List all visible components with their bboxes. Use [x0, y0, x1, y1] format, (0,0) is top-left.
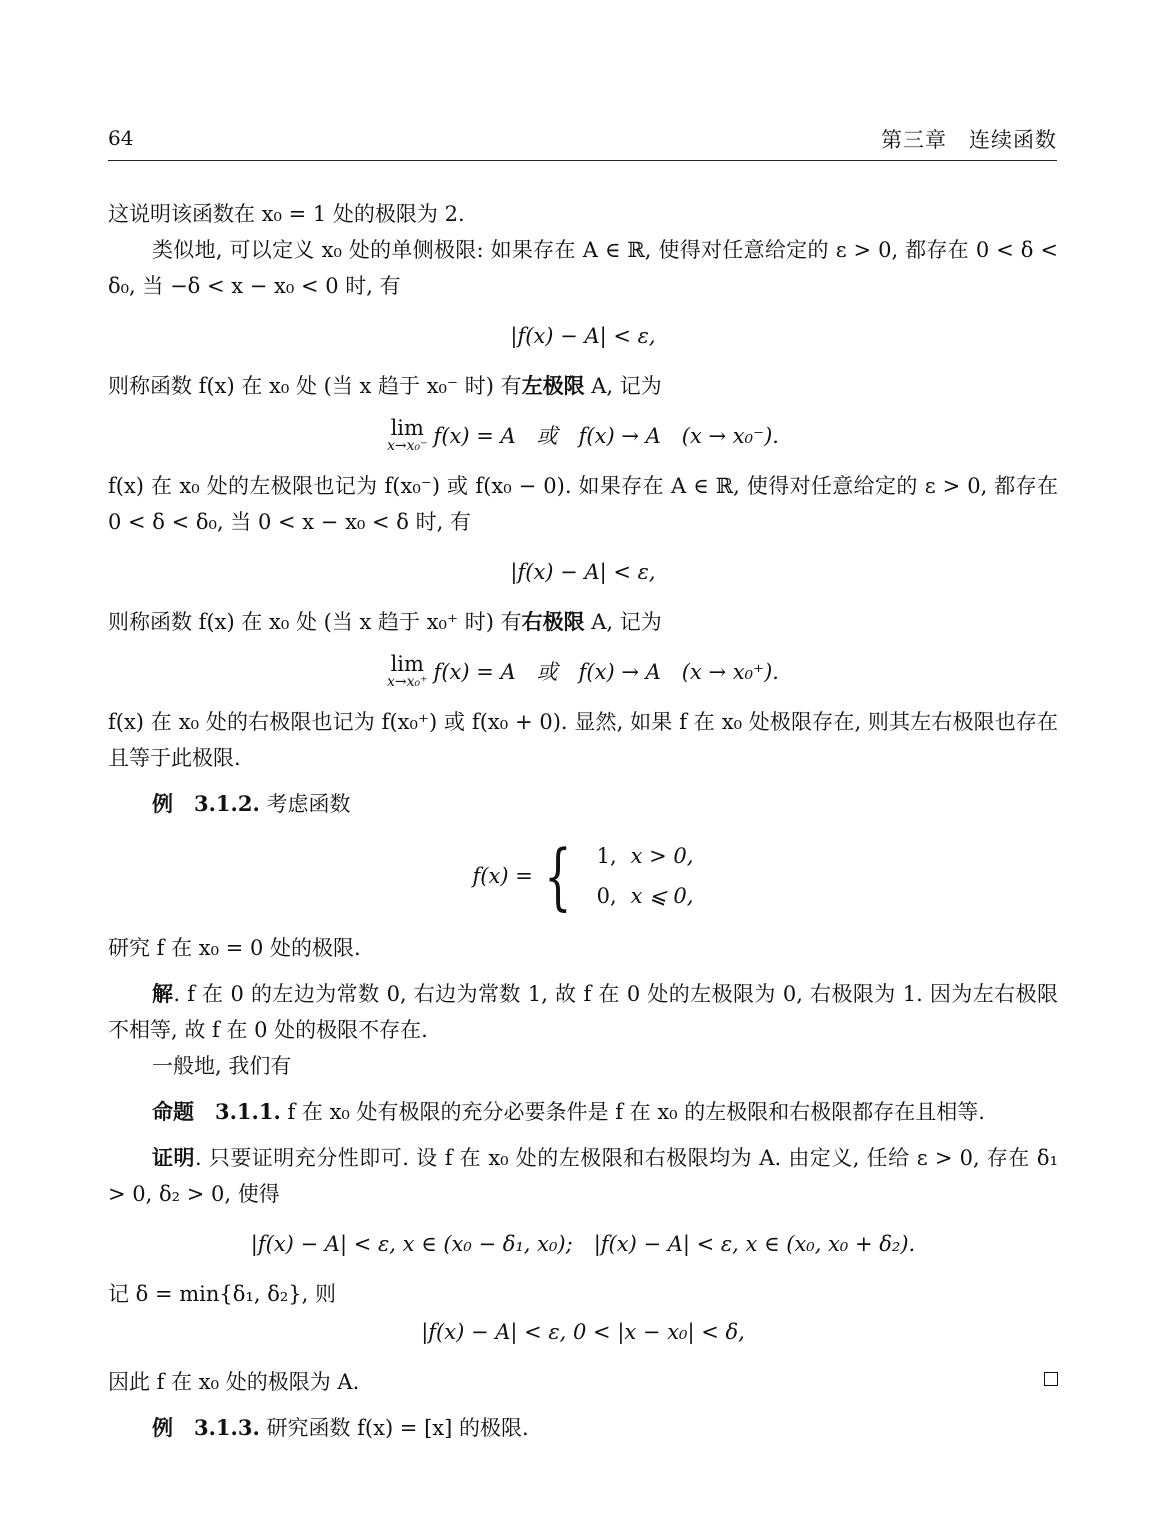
equation-left-limit	[108, 418, 1058, 454]
piecewise-lhs: f(x) =	[472, 864, 533, 888]
page-header	[108, 124, 1057, 161]
example-3-1-2	[108, 786, 1058, 822]
proposition-label: 命题 3.1.1.	[152, 1099, 281, 1124]
equation-conclusion: |f(x) − A| < ε, 0 < |x − x₀| < δ,	[421, 1320, 745, 1344]
text: 则称函数 f(x) 在 x₀ 处 (当 x 趋于 x₀⁻ 时) 有	[108, 374, 522, 398]
case-rows	[583, 836, 694, 916]
term-left-limit: 左极限	[521, 373, 585, 398]
lim-text: lim	[390, 416, 424, 440]
case-row	[583, 876, 694, 916]
equation-rest: f(x) = A 或 f(x) → A (x → x₀⁻).	[433, 424, 779, 448]
text: A, 记为	[584, 610, 662, 634]
paragraph-right-limit-remark: f(x) 在 x₀ 处的右极限也记为 f(x₀⁺) 或 f(x₀ + 0). 显然, 如果 f 在 x₀ 处极限存在, 则其左右极限也存在且等于此极限.	[108, 710, 1058, 770]
chapter-title: 第三章 连续函数	[881, 128, 1057, 152]
equation-rest: f(x) = A 或 f(x) → A (x → x₀⁺).	[433, 660, 779, 684]
text: A, 记为	[584, 374, 662, 398]
brace-glyph: {	[543, 834, 572, 918]
paragraph-left-limit-def	[108, 368, 1058, 404]
example-text: 研究函数 f(x) = [x] 的极限.	[259, 1416, 529, 1440]
paragraph-generally: 一般地, 我们有	[152, 1054, 292, 1078]
case-value: 0,	[596, 884, 617, 908]
example-label: 例 3.1.3.	[152, 1415, 260, 1440]
paragraph-define-delta: 记 δ = min{δ₁, δ₂}, 则	[108, 1282, 336, 1306]
equation-right-limit	[108, 654, 1058, 690]
paragraph-right-limit-def	[108, 604, 1058, 640]
example-text: 考虑函数	[259, 792, 351, 816]
lim-subscript: x→x₀⁺	[387, 674, 428, 690]
text: 则称函数 f(x) 在 x₀ 处 (当 x 趋于 x₀⁺ 时) 有	[108, 610, 522, 634]
equation-right-inequality: |f(x) − A| < ε,	[510, 560, 656, 584]
paragraph-conclusion: 这说明该函数在 x₀ = 1 处的极限为 2.	[108, 202, 465, 226]
case-value: 1,	[596, 844, 617, 868]
lim-text: lim	[390, 652, 424, 676]
lim-subscript: x→x₀⁻	[387, 438, 428, 454]
proof-label: 证明	[152, 1145, 195, 1170]
case-row	[583, 836, 694, 876]
solution	[108, 976, 1058, 1048]
piecewise-function	[473, 836, 694, 916]
qed-square-icon	[1044, 1372, 1058, 1386]
conclusion-text: 因此 f 在 x₀ 处的极限为 A.	[108, 1370, 360, 1394]
proof	[108, 1140, 1058, 1212]
example-label: 例 3.1.2.	[152, 791, 260, 816]
proof-text: . 只要证明充分性即可. 设 f 在 x₀ 处的左极限和右极限均为 A. 由定义, 任给 ε > 0, 存在 δ₁ > 0, δ₂ > 0, 使得	[108, 1146, 1058, 1206]
example-3-1-3	[108, 1410, 1058, 1446]
proposition-3-1-1	[108, 1094, 1058, 1130]
term-right-limit: 右极限	[521, 609, 585, 634]
case-condition: x ⩽ 0,	[630, 884, 694, 908]
solution-label: 解	[152, 981, 174, 1006]
lim-operator	[387, 654, 428, 690]
paragraph-right-limit-intro: f(x) 在 x₀ 处的左极限也记为 f(x₀⁻) 或 f(x₀ − 0). 如果存在 A ∈ ℝ, 使得对任意给定的 ε > 0, 都存在 0 < δ < δ₀, 当 0 < x − x₀ < δ 时, 有	[108, 474, 1058, 534]
paragraph-one-sided-limit-def: 类似地, 可以定义 x₀ 处的单侧极限: 如果存在 A ∈ ℝ, 使得对任意给定的 ε > 0, 都存在 0 < δ < δ₀, 当 −δ < x − x₀ < 0 时, 有	[108, 238, 1058, 298]
equation-two-sided: |f(x) − A| < ε, x ∈ (x₀ − δ₁, x₀); |f(x) − A| < ε, x ∈ (x₀, x₀ + δ₂).	[250, 1232, 916, 1256]
page-number: 64	[108, 126, 134, 150]
page-body	[108, 196, 1058, 1446]
equation-left-inequality: |f(x) − A| < ε,	[510, 324, 656, 348]
paragraph-study: 研究 f 在 x₀ = 0 处的极限.	[108, 936, 361, 960]
lim-operator	[387, 418, 428, 454]
case-condition: x > 0,	[630, 844, 694, 868]
equation-piecewise	[108, 836, 1058, 916]
solution-text: . f 在 0 的左边为常数 0, 右边为常数 1, 故 f 在 0 处的左极限为 0, 右极限为 1. 因为左右极限不相等, 故 f 在 0 处的极限不存在.	[108, 982, 1059, 1042]
proposition-text: f 在 x₀ 处有极限的充分必要条件是 f 在 x₀ 的左极限和右极限都存在且相等.	[280, 1100, 985, 1124]
paragraph-therefore	[108, 1364, 1058, 1400]
